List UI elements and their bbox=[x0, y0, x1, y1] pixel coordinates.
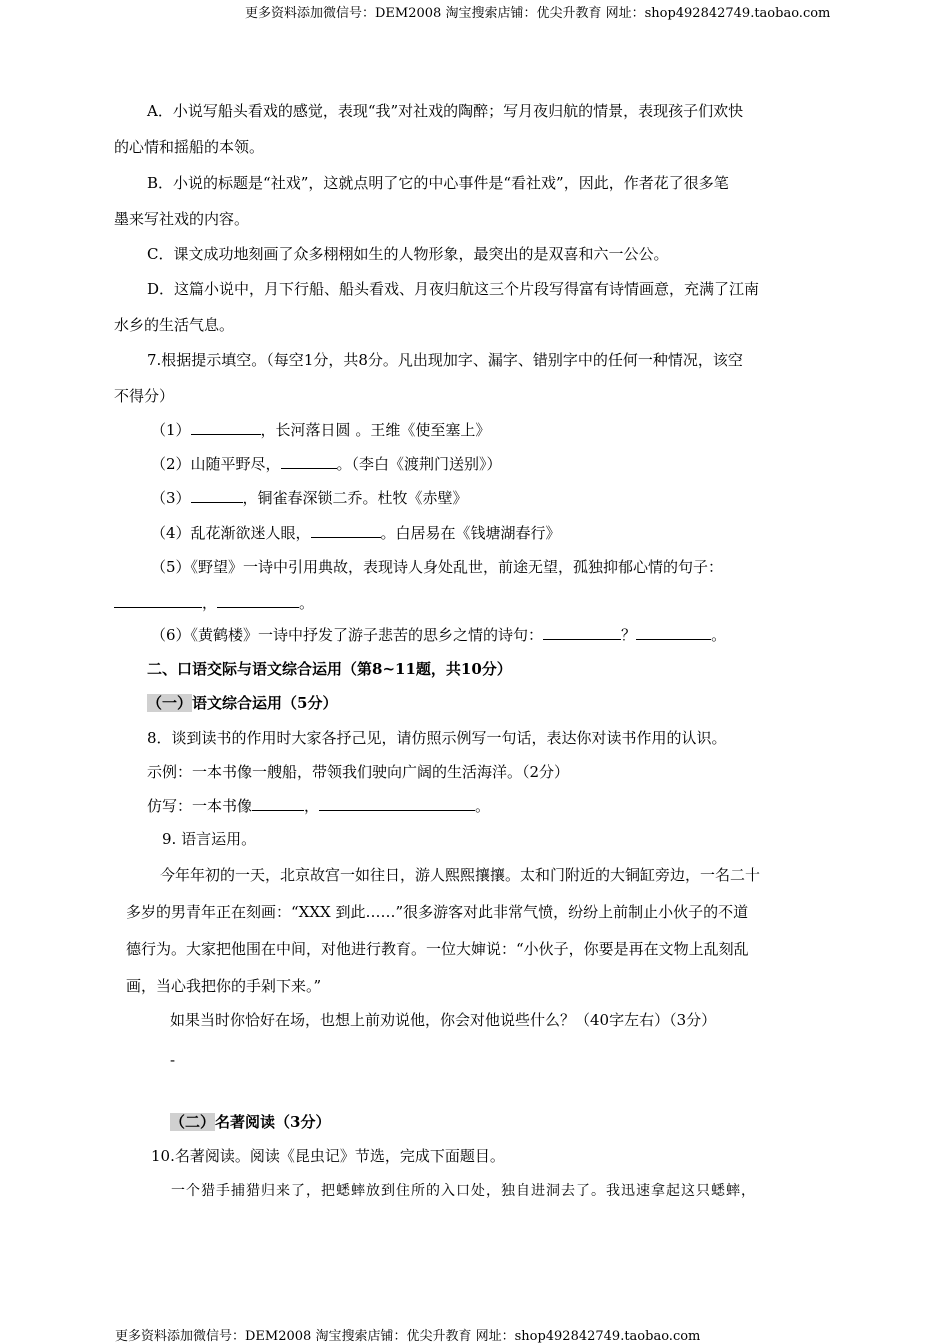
answer-blank[interactable] bbox=[217, 593, 299, 608]
q7-stem-line2: 不得分） bbox=[114, 387, 175, 405]
q9-stem: 9. 语言运用。 bbox=[162, 830, 257, 848]
subsection-1-title: （一）语文综合运用（5分） bbox=[147, 694, 338, 712]
q9-passage-line4: 画，当心我把你的手剁下来。” bbox=[126, 977, 322, 995]
q7-stem-line1: 7.根据提示填空。（每空1分，共8分。凡出现加字、漏字、错别字中的任何一种情况，该空 bbox=[147, 351, 743, 369]
q9-answer-mark[interactable]: - bbox=[170, 1051, 176, 1069]
q7-item-4: （4）乱花渐欲迷人眼， 。白居易在《钱塘湖春行》 bbox=[151, 524, 561, 542]
option-a-line2: 的心情和摇船的本领。 bbox=[114, 138, 265, 156]
option-d-line1: D．这篇小说中，月下行船、船头看戏、月夜归航这三个片段写得富有诗情画意，充满了江南 bbox=[147, 280, 760, 298]
option-a-line1: A．小说写船头看戏的感觉，表现“我”对社戏的陶醉；写月夜归航的情景，表现孩子们欢快 bbox=[147, 102, 744, 120]
answer-blank[interactable] bbox=[319, 796, 475, 811]
answer-blank[interactable] bbox=[311, 523, 381, 538]
q7-item-5-line1: （5）《野望》一诗中引用典故，表现诗人身处乱世，前途无望，孤独抑郁心情的句子： bbox=[151, 558, 724, 576]
option-b-line2: 墨来写社戏的内容。 bbox=[114, 210, 250, 228]
answer-blank[interactable] bbox=[252, 796, 304, 811]
answer-blank[interactable] bbox=[191, 420, 261, 435]
q7-item-6: （6）《黄鹤楼》一诗中抒发了游子悲苦的思乡之情的诗句： ？ 。 bbox=[151, 626, 727, 644]
q7-item-1: （1） ，长河落日圆 。王维《使至塞上》 bbox=[151, 421, 491, 439]
q9-passage-line2: 多岁的男青年正在刻画：“XXX 到此……”很多游客对此非常气愤，纷纷上前制止小伙子的不道 bbox=[126, 903, 749, 921]
option-b-line1: B．小说的标题是“社戏”，这就点明了它的中心事件是“看社戏”，因此，作者花了很多笔 bbox=[147, 174, 729, 192]
q10-excerpt: 一个猎手捕猎归来了，把蟋蟀放到住所的入口处，独自进洞去了。我迅速拿起这只蟋蟀， bbox=[171, 1183, 756, 1199]
q9-passage-line3: 德行为。大家把他围在中间，对他进行教育。一位大婶说：“小伙子，你要是再在文物上乱刻乱 bbox=[126, 940, 749, 958]
q8-stem: 8．谈到读书的作用时大家各抒己见，请仿照示例写一句话，表达你对读书作用的认识。 bbox=[147, 729, 727, 747]
section-2-title: 二、口语交际与语文综合运用（第8~11题，共10分） bbox=[147, 660, 512, 678]
q8-example: 示例：一本书像一艘船，带领我们驶向广阔的生活海洋。（2分） bbox=[147, 763, 570, 781]
q7-item-3: （3） ，铜雀春深锁二乔。杜牧《赤壁》 bbox=[151, 489, 468, 507]
q7-item-2: （2）山随平野尽， 。（李白《渡荆门送别》） bbox=[151, 455, 502, 473]
option-d-line2: 水乡的生活气息。 bbox=[114, 316, 235, 334]
answer-blank[interactable] bbox=[636, 625, 711, 640]
q9-question: 如果当时你恰好在场，也想上前劝说他，你会对他说些什么？（40字左右）（3分） bbox=[170, 1011, 717, 1029]
q10-stem: 10.名著阅读。阅读《昆虫记》节选，完成下面题目。 bbox=[151, 1147, 505, 1165]
page-footer: 更多资料添加微信号：DEM2008 淘宝搜索店铺：优尖升教育 网址：shop492842749.taobao.com bbox=[115, 1329, 701, 1344]
q7-item-5-line2: ， 。 bbox=[114, 593, 314, 613]
page-header: 更多资料添加微信号：DEM2008 淘宝搜索店铺：优尖升教育 网址：shop492842749.taobao.com bbox=[245, 6, 831, 21]
option-c-line1: C．课文成功地刻画了众多栩栩如生的人物形象，最突出的是双喜和六一公公。 bbox=[147, 245, 669, 263]
answer-blank[interactable] bbox=[281, 454, 337, 469]
q8-imitate: 仿写：一本书像 ， 。 bbox=[147, 797, 491, 815]
answer-blank[interactable] bbox=[191, 488, 243, 503]
q9-passage-line1: 今年年初的一天，北京故宫一如往日，游人熙熙攘攘。太和门附近的大铜缸旁边，一名二十 bbox=[160, 866, 761, 884]
answer-blank[interactable] bbox=[543, 625, 621, 640]
subsection-2-title: （二）名著阅读（3分） bbox=[170, 1113, 331, 1131]
answer-blank[interactable] bbox=[114, 593, 202, 608]
